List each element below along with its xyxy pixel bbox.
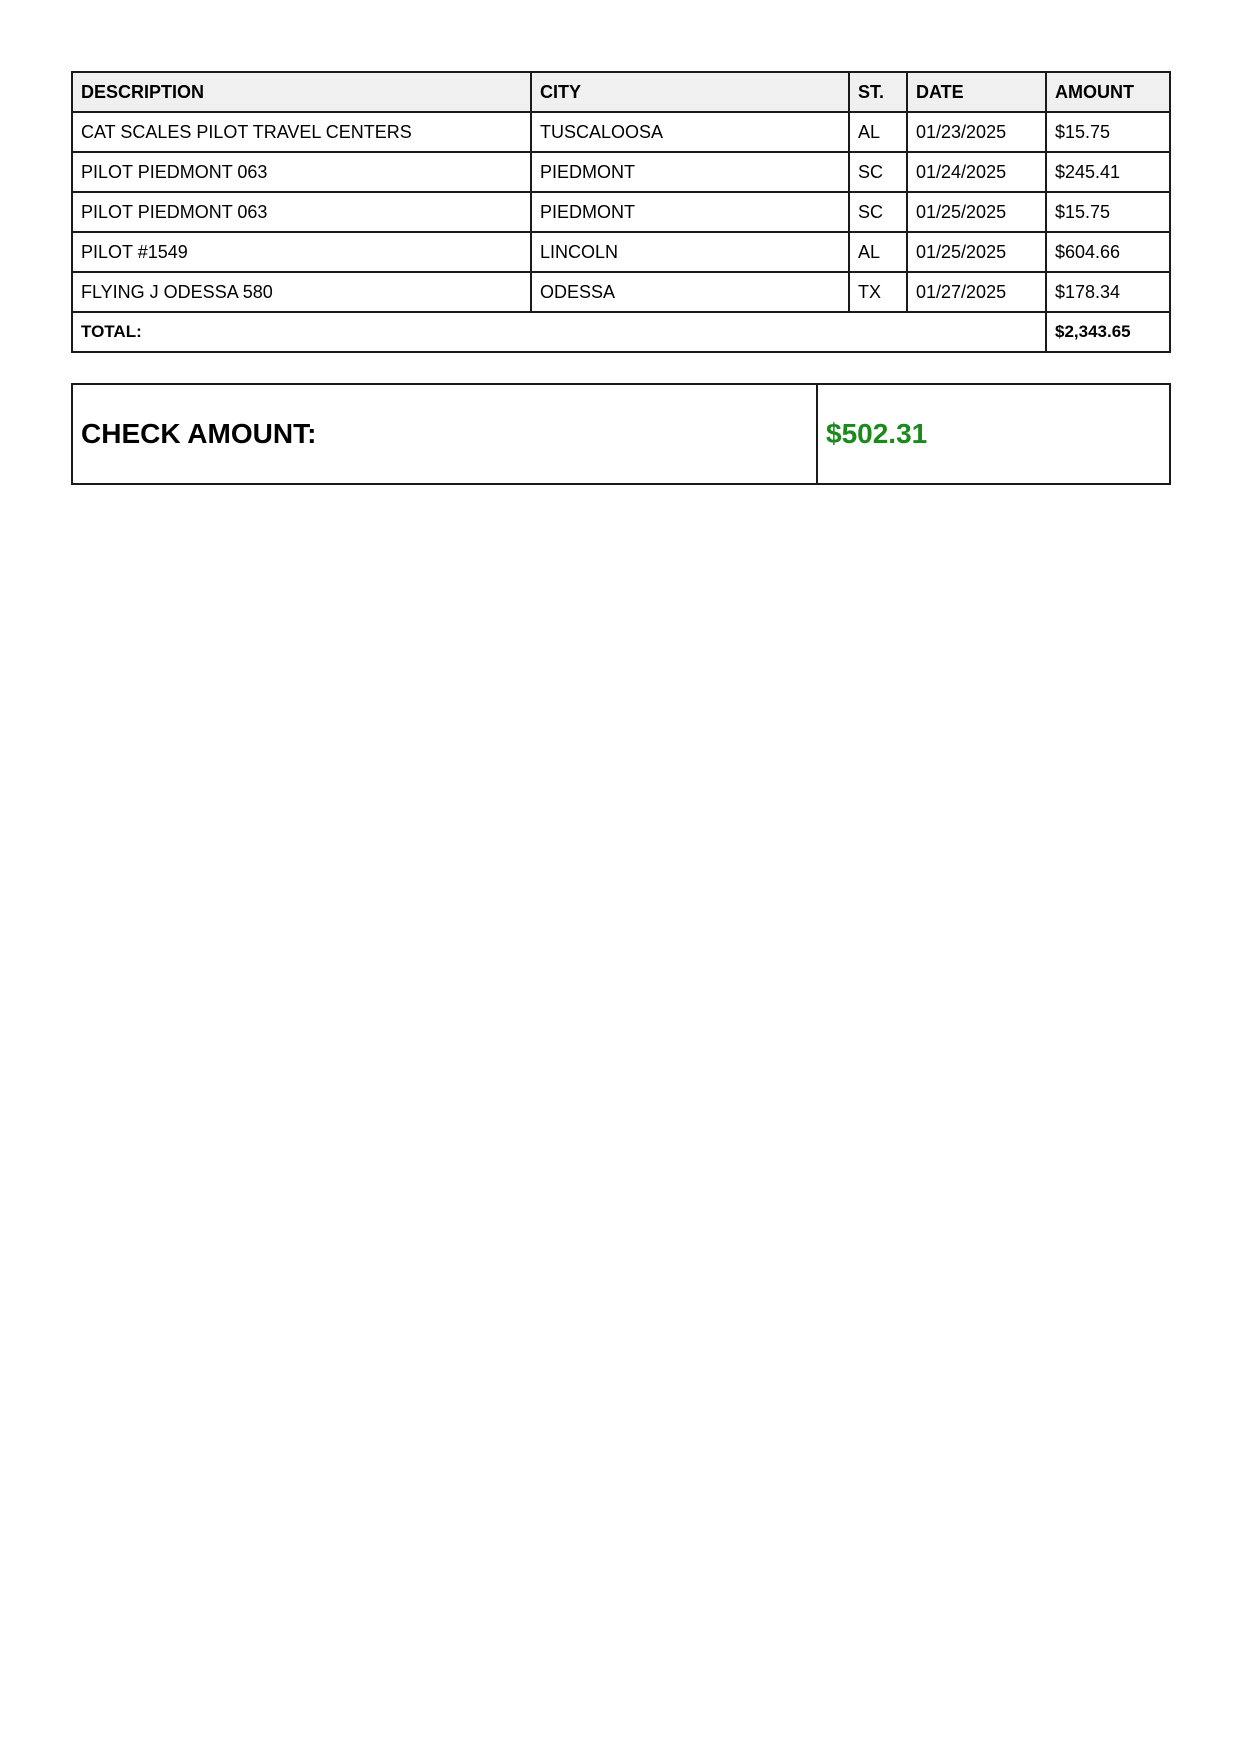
- cell-city: LINCOLN: [531, 232, 849, 272]
- table-row: [72, 152, 1170, 192]
- cell-amount: $245.41: [1046, 152, 1170, 192]
- cell-state: SC: [849, 192, 907, 232]
- cell-state: AL: [849, 112, 907, 152]
- check-amount-row: [72, 384, 1170, 484]
- cell-city: ODESSA: [531, 272, 849, 312]
- check-amount-value: $502.31: [817, 384, 1170, 484]
- header-description: DESCRIPTION: [72, 72, 531, 112]
- total-label: TOTAL:: [72, 312, 1046, 352]
- cell-state: AL: [849, 232, 907, 272]
- cell-city: TUSCALOOSA: [531, 112, 849, 152]
- cell-state: TX: [849, 272, 907, 312]
- cell-description: PILOT #1549: [72, 232, 531, 272]
- total-row: [72, 312, 1170, 352]
- cell-date: 01/23/2025: [907, 112, 1046, 152]
- table-row: [72, 112, 1170, 152]
- cell-description: PILOT PIEDMONT 063: [72, 152, 531, 192]
- cell-amount: $604.66: [1046, 232, 1170, 272]
- cell-date: 01/27/2025: [907, 272, 1046, 312]
- header-amount: AMOUNT: [1046, 72, 1170, 112]
- cell-date: 01/25/2025: [907, 192, 1046, 232]
- table-row: [72, 232, 1170, 272]
- cell-description: CAT SCALES PILOT TRAVEL CENTERS: [72, 112, 531, 152]
- cell-amount: $178.34: [1046, 272, 1170, 312]
- cell-amount: $15.75: [1046, 112, 1170, 152]
- table-header-row: [72, 72, 1170, 112]
- cell-description: PILOT PIEDMONT 063: [72, 192, 531, 232]
- table-row: [72, 192, 1170, 232]
- table-row: [72, 272, 1170, 312]
- cell-state: SC: [849, 152, 907, 192]
- check-amount-table: [71, 383, 1171, 485]
- cell-date: 01/25/2025: [907, 232, 1046, 272]
- cell-city: PIEDMONT: [531, 152, 849, 192]
- header-date: DATE: [907, 72, 1046, 112]
- total-value: $2,343.65: [1046, 312, 1170, 352]
- cell-amount: $15.75: [1046, 192, 1170, 232]
- check-amount-label: CHECK AMOUNT:: [72, 384, 817, 484]
- header-state: ST.: [849, 72, 907, 112]
- header-city: CITY: [531, 72, 849, 112]
- cell-date: 01/24/2025: [907, 152, 1046, 192]
- cell-city: PIEDMONT: [531, 192, 849, 232]
- cell-description: FLYING J ODESSA 580: [72, 272, 531, 312]
- expense-table: [71, 71, 1171, 353]
